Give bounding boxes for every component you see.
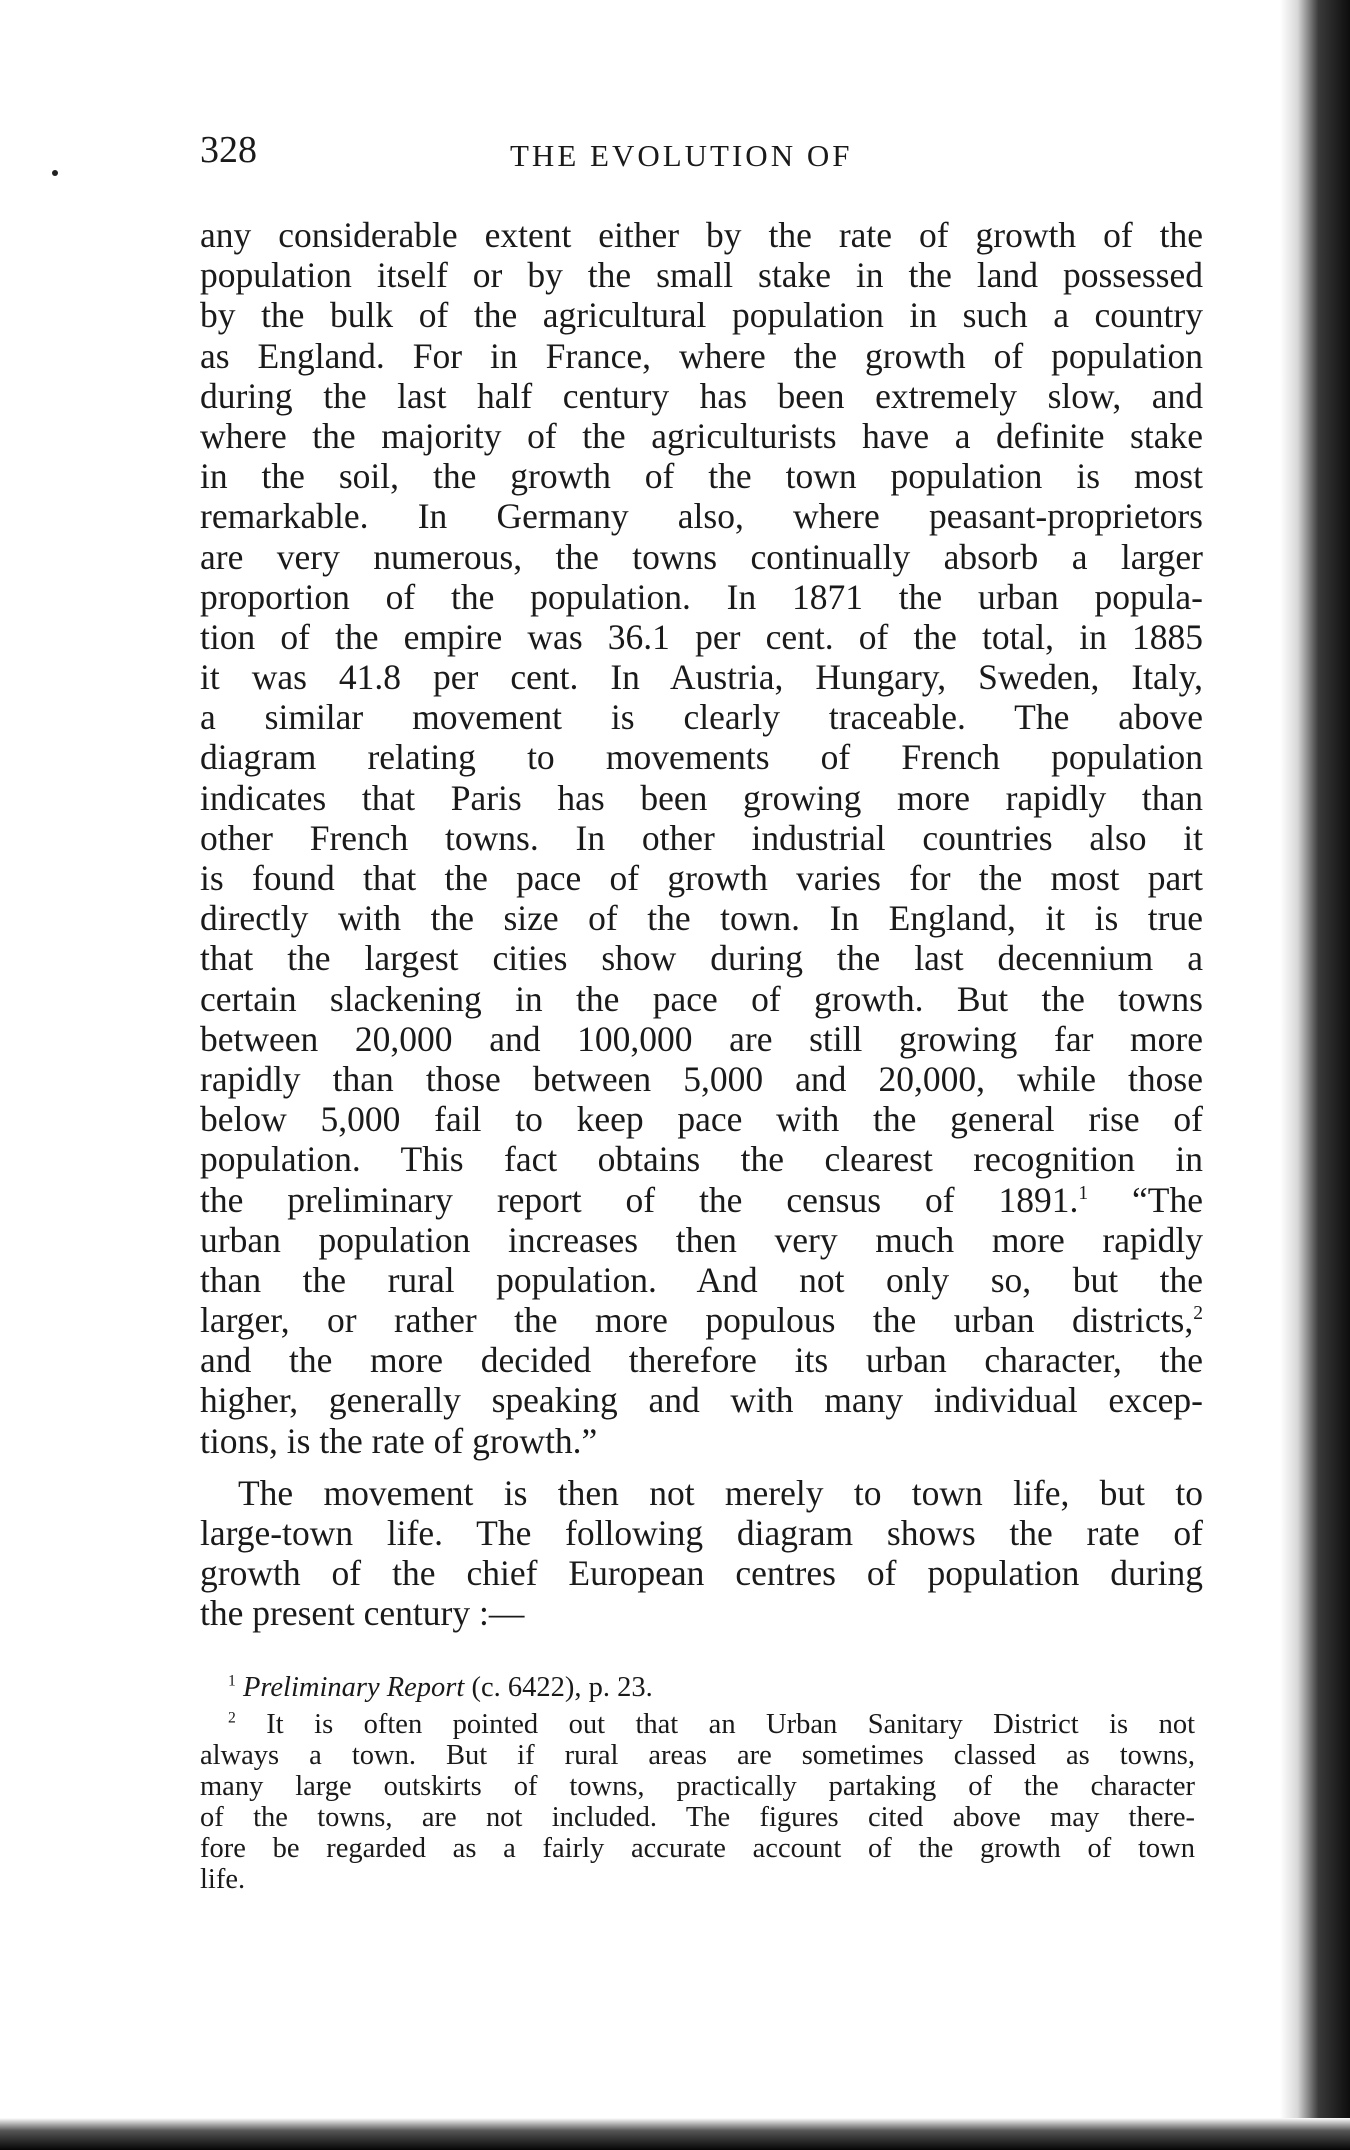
text-line: is found that the pace of growth varies for the most part: [200, 858, 1203, 898]
bottom-edge-shadow: [0, 2118, 1350, 2150]
text-line: growth of the chief European centres of population during: [200, 1553, 1203, 1594]
text-line: always a town. But if rural areas are sometimes classed as towns,: [200, 1740, 1195, 1771]
text-line: a similar movement is clearly traceable. The above: [200, 697, 1203, 738]
text-line: by the bulk of the agricultural population in such a country: [200, 295, 1203, 336]
text-line: are very numerous, the towns continually absorb a larger: [200, 536, 1203, 577]
text-line: that the largest cities show during the last decennium a: [200, 938, 1203, 979]
text-line: other French towns. In other industrial countries also it: [200, 817, 1203, 858]
paragraph-1-continued: [200, 1220, 1203, 1300]
text-line: rapidly than those between 5,000 and 20,000, while those: [200, 1058, 1203, 1099]
text-line: remarkable. In Germany also, where peasant-proprietors: [200, 496, 1203, 537]
text-line: The movement is then not merely to town life, but to: [238, 1472, 1203, 1513]
paragraph-2: [200, 1473, 1203, 1634]
text-line: the preliminary report of the census of 1891.$^1$ “The: [200, 1179, 1203, 1220]
text-line: diagram relating to movements of French population: [200, 737, 1203, 778]
running-title: THE EVOLUTION OF: [510, 138, 853, 173]
text-line: any considerable extent either by the rate of growth of the: [200, 215, 1203, 255]
page-edge-shadow: [1280, 0, 1350, 2150]
paragraph-1: [200, 215, 1203, 1180]
text-line: certain slackening in the pace of growth. But the towns: [200, 978, 1203, 1019]
page-number: 328: [200, 129, 257, 171]
body-text: [200, 215, 1203, 1634]
paragraph-1-end: [200, 1340, 1203, 1461]
text-line: the present century :—: [200, 1593, 525, 1634]
text-line: as England. For in France, where the growth of population: [200, 335, 1203, 376]
text-line: directly with the size of the town. In England, it is true: [200, 898, 1203, 939]
margin-dot: [52, 170, 58, 176]
text-line: indicates that Paris has been growing more rapidly than: [200, 777, 1203, 818]
text-line: population. This fact obtains the clearest recognition in: [200, 1139, 1203, 1180]
footnote-1: $^1$ Preliminary Report (c. 6422), p. 23.: [228, 1672, 653, 1703]
text-line: it was 41.8 per cent. In Austria, Hungary, Sweden, Italy,: [200, 657, 1203, 698]
text-line: between 20,000 and 100,000 are still growing far more: [200, 1018, 1203, 1059]
text-line: fore be regarded as a fairly accurate account of the growth of town: [200, 1833, 1195, 1864]
text-line: during the last half century has been extremely slow, and: [200, 375, 1203, 416]
text-line: many large outskirts of towns, practically partaking of the character: [200, 1771, 1195, 1802]
text-line: urban population increases then very much more rapidly: [200, 1219, 1203, 1260]
footnote-2: [200, 1709, 1195, 1895]
text-line: proportion of the population. In 1871 the urban popula-: [200, 576, 1203, 617]
footnotes: [200, 1672, 1195, 1895]
text-line: larger, or rather the more populous the urban districts,$^2$: [200, 1300, 1203, 1341]
text-line: tions, is the rate of growth.”: [200, 1420, 598, 1461]
text-line: and the more decided therefore its urban character, the: [200, 1340, 1203, 1381]
text-line: than the rural population. And not only so, but the: [200, 1259, 1203, 1300]
text-line: higher, generally speaking and with many individual excep-: [200, 1380, 1203, 1421]
text-line: in the soil, the growth of the town population is most: [200, 456, 1203, 497]
text-line: below 5,000 fail to keep pace with the general rise of: [200, 1099, 1203, 1140]
text-line: large-town life. The following diagram shows the rate of: [200, 1513, 1203, 1553]
text-line: where the majority of the agriculturists have a definite stake: [200, 415, 1203, 456]
text-line: population itself or by the small stake in the land possessed: [200, 255, 1203, 296]
text-line: $^2$ It is often pointed out that an Urban Sanitary District is not: [228, 1709, 1195, 1740]
text-line: of the towns, are not included. The figures cited above may there-: [200, 1802, 1195, 1833]
page-header: [200, 128, 1210, 188]
text-line: tion of the empire was 36.1 per cent. of the total, in 1885: [200, 616, 1203, 657]
text-line: life.: [200, 1864, 246, 1895]
